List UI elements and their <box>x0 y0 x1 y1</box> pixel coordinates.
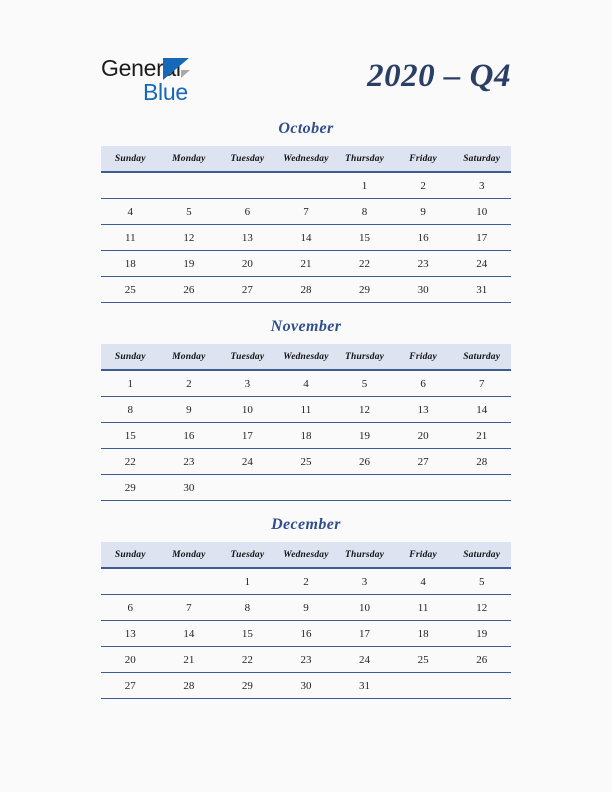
day-cell: 23 <box>277 647 336 673</box>
calendar-week-row <box>101 225 511 251</box>
day-cell-empty <box>335 475 394 501</box>
weekday-header-saturday: Saturday <box>452 542 511 568</box>
day-cell: 14 <box>277 225 336 251</box>
day-cell: 7 <box>277 199 336 225</box>
day-cell: 10 <box>452 199 511 225</box>
logo-word-general: General <box>101 55 181 81</box>
weekday-header-monday: Monday <box>160 344 219 370</box>
calendar-week-row <box>101 370 511 397</box>
day-cell-empty <box>218 172 277 199</box>
day-cell: 12 <box>160 225 219 251</box>
day-cell: 27 <box>218 277 277 303</box>
day-cell: 2 <box>277 568 336 595</box>
weekday-header-thursday: Thursday <box>335 146 394 172</box>
day-cell: 13 <box>394 397 453 423</box>
day-cell: 26 <box>335 449 394 475</box>
calendar-week-row <box>101 251 511 277</box>
calendar-table-december <box>101 542 511 699</box>
day-cell: 14 <box>160 621 219 647</box>
day-cell: 26 <box>160 277 219 303</box>
day-cell: 5 <box>335 370 394 397</box>
day-cell: 1 <box>335 172 394 199</box>
gray-triangle-shadow-icon <box>181 70 190 78</box>
day-cell: 28 <box>160 673 219 699</box>
day-cell-empty <box>394 673 453 699</box>
day-cell: 20 <box>101 647 160 673</box>
day-cell: 1 <box>101 370 160 397</box>
weekday-header-thursday: Thursday <box>335 542 394 568</box>
day-cell: 27 <box>101 673 160 699</box>
day-cell: 2 <box>160 370 219 397</box>
weekday-header-saturday: Saturday <box>452 344 511 370</box>
month-block-october <box>101 120 511 303</box>
day-cell-empty <box>452 673 511 699</box>
day-cell: 7 <box>452 370 511 397</box>
day-cell: 16 <box>394 225 453 251</box>
day-cell: 17 <box>452 225 511 251</box>
page-header <box>101 54 511 110</box>
calendar-week-row <box>101 172 511 199</box>
calendar-week-row <box>101 568 511 595</box>
day-cell-empty <box>394 475 453 501</box>
day-cell: 13 <box>101 621 160 647</box>
day-cell: 23 <box>394 251 453 277</box>
calendar-week-row <box>101 475 511 501</box>
day-cell: 25 <box>101 277 160 303</box>
weekday-header-tuesday: Tuesday <box>218 146 277 172</box>
weekday-header-monday: Monday <box>160 146 219 172</box>
day-cell: 9 <box>160 397 219 423</box>
day-cell: 28 <box>277 277 336 303</box>
day-cell: 15 <box>101 423 160 449</box>
calendar-week-row <box>101 647 511 673</box>
day-cell-empty <box>277 172 336 199</box>
day-cell: 1 <box>218 568 277 595</box>
day-cell: 21 <box>277 251 336 277</box>
day-cell: 3 <box>335 568 394 595</box>
weekday-header-wednesday: Wednesday <box>277 542 336 568</box>
day-cell: 31 <box>335 673 394 699</box>
page-title: 2020 – Q4 <box>367 58 511 94</box>
day-cell: 21 <box>452 423 511 449</box>
calendar-week-row <box>101 595 511 621</box>
weekday-header-row <box>101 344 511 370</box>
day-cell: 20 <box>394 423 453 449</box>
day-cell-empty <box>160 172 219 199</box>
day-cell: 4 <box>101 199 160 225</box>
day-cell: 7 <box>160 595 219 621</box>
logo-word-blue: Blue <box>143 79 188 105</box>
weekday-header-friday: Friday <box>394 542 453 568</box>
calendar-body <box>101 568 511 699</box>
calendar-week-row <box>101 621 511 647</box>
weekday-header-saturday: Saturday <box>452 146 511 172</box>
day-cell: 6 <box>101 595 160 621</box>
day-cell: 9 <box>277 595 336 621</box>
day-cell: 11 <box>101 225 160 251</box>
day-cell: 22 <box>101 449 160 475</box>
day-cell: 29 <box>101 475 160 501</box>
day-cell: 12 <box>335 397 394 423</box>
day-cell: 13 <box>218 225 277 251</box>
day-cell: 8 <box>101 397 160 423</box>
day-cell: 9 <box>394 199 453 225</box>
month-block-december <box>101 516 511 699</box>
day-cell: 18 <box>277 423 336 449</box>
day-cell: 20 <box>218 251 277 277</box>
calendar-week-row <box>101 673 511 699</box>
weekday-header-sunday: Sunday <box>101 146 160 172</box>
day-cell: 5 <box>160 199 219 225</box>
day-cell: 21 <box>160 647 219 673</box>
day-cell: 26 <box>452 647 511 673</box>
day-cell: 24 <box>335 647 394 673</box>
day-cell: 28 <box>452 449 511 475</box>
day-cell: 8 <box>335 199 394 225</box>
month-block-november <box>101 318 511 501</box>
weekday-header-tuesday: Tuesday <box>218 542 277 568</box>
day-cell-empty <box>218 475 277 501</box>
calendar-body <box>101 172 511 303</box>
day-cell: 2 <box>394 172 453 199</box>
calendar-week-row <box>101 449 511 475</box>
general-blue-logo <box>101 54 301 110</box>
day-cell: 3 <box>218 370 277 397</box>
weekday-header-wednesday: Wednesday <box>277 146 336 172</box>
weekday-header-friday: Friday <box>394 344 453 370</box>
day-cell: 29 <box>335 277 394 303</box>
day-cell-empty <box>101 172 160 199</box>
day-cell: 16 <box>160 423 219 449</box>
day-cell: 23 <box>160 449 219 475</box>
calendar-body <box>101 370 511 501</box>
day-cell: 10 <box>218 397 277 423</box>
day-cell: 18 <box>394 621 453 647</box>
day-cell: 24 <box>218 449 277 475</box>
day-cell-empty <box>452 475 511 501</box>
calendar-table-october <box>101 146 511 303</box>
day-cell: 12 <box>452 595 511 621</box>
day-cell: 17 <box>218 423 277 449</box>
day-cell: 14 <box>452 397 511 423</box>
month-title: November <box>270 318 342 335</box>
day-cell: 6 <box>218 199 277 225</box>
day-cell: 15 <box>218 621 277 647</box>
day-cell: 25 <box>394 647 453 673</box>
day-cell: 30 <box>394 277 453 303</box>
calendar-week-row <box>101 277 511 303</box>
day-cell: 29 <box>218 673 277 699</box>
day-cell: 22 <box>218 647 277 673</box>
day-cell: 17 <box>335 621 394 647</box>
weekday-header-wednesday: Wednesday <box>277 344 336 370</box>
day-cell: 19 <box>335 423 394 449</box>
weekday-header-friday: Friday <box>394 146 453 172</box>
month-title: October <box>278 120 334 137</box>
weekday-header-row <box>101 542 511 568</box>
weekday-header-thursday: Thursday <box>335 344 394 370</box>
day-cell: 15 <box>335 225 394 251</box>
day-cell: 10 <box>335 595 394 621</box>
day-cell: 8 <box>218 595 277 621</box>
day-cell-empty <box>101 568 160 595</box>
calendar-week-row <box>101 397 511 423</box>
day-cell: 22 <box>335 251 394 277</box>
day-cell: 25 <box>277 449 336 475</box>
day-cell: 16 <box>277 621 336 647</box>
calendar-week-row <box>101 199 511 225</box>
month-title: December <box>271 516 341 533</box>
day-cell: 6 <box>394 370 453 397</box>
day-cell: 19 <box>160 251 219 277</box>
calendar-table-november <box>101 344 511 501</box>
day-cell: 27 <box>394 449 453 475</box>
weekday-header-sunday: Sunday <box>101 344 160 370</box>
day-cell: 30 <box>160 475 219 501</box>
day-cell: 18 <box>101 251 160 277</box>
calendar-week-row <box>101 423 511 449</box>
day-cell-empty <box>277 475 336 501</box>
day-cell: 4 <box>277 370 336 397</box>
day-cell: 4 <box>394 568 453 595</box>
weekday-header-monday: Monday <box>160 542 219 568</box>
day-cell-empty <box>160 568 219 595</box>
day-cell: 11 <box>277 397 336 423</box>
day-cell: 24 <box>452 251 511 277</box>
weekday-header-tuesday: Tuesday <box>218 344 277 370</box>
day-cell: 5 <box>452 568 511 595</box>
day-cell: 19 <box>452 621 511 647</box>
day-cell: 11 <box>394 595 453 621</box>
day-cell: 31 <box>452 277 511 303</box>
day-cell: 3 <box>452 172 511 199</box>
weekday-header-sunday: Sunday <box>101 542 160 568</box>
day-cell: 30 <box>277 673 336 699</box>
weekday-header-row <box>101 146 511 172</box>
